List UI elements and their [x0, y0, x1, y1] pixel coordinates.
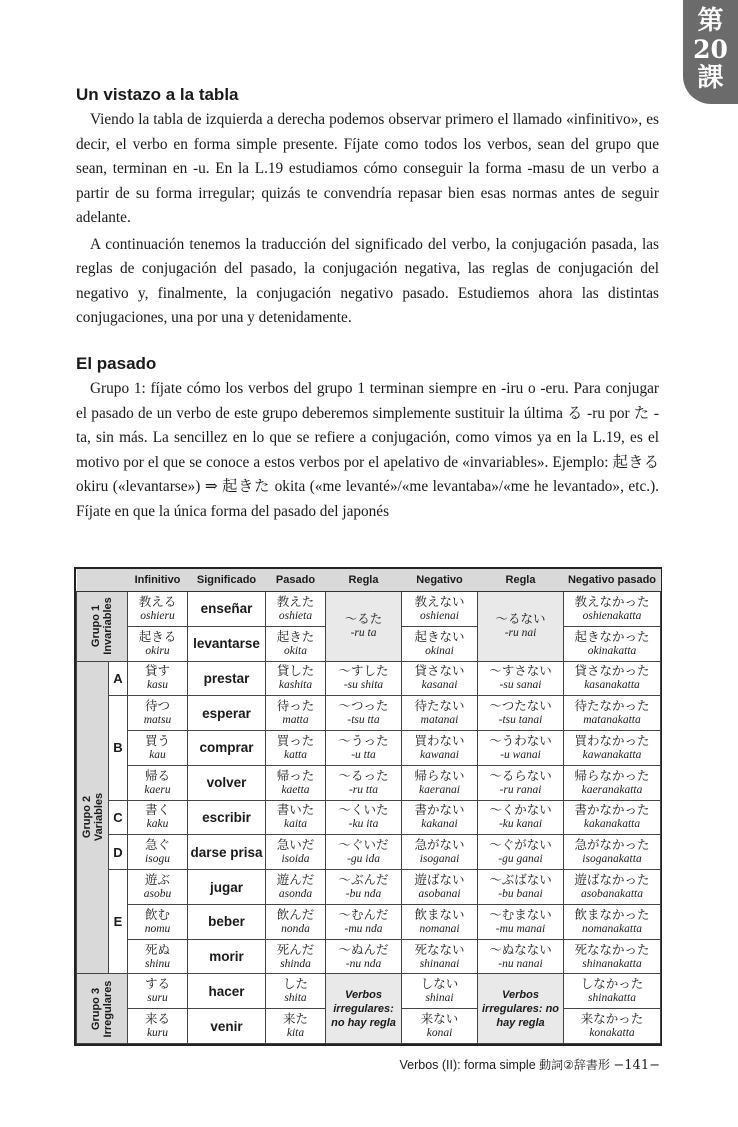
rule-past-cell-romaji: -nu nda — [345, 957, 382, 970]
rule-past-cell-jp: 〜るった — [338, 767, 389, 783]
rule-negative-cell — [478, 731, 564, 766]
past-cell — [266, 974, 326, 1009]
table-row — [77, 765, 661, 800]
rule-past-cell — [326, 765, 402, 800]
header-significado: Significado — [188, 569, 266, 592]
infinitive-cell-romaji: shinu — [145, 957, 170, 970]
negative-past-cell-romaji: kasanakatta — [584, 679, 640, 692]
negative-past-cell-romaji: shinanakatta — [582, 957, 642, 970]
past-cell-romaji: shinda — [280, 957, 311, 970]
rule-past-cell-jp: 〜くいた — [338, 802, 389, 818]
rule-negative-cell — [478, 765, 564, 800]
negative-past-cell-jp: しなかった — [580, 976, 644, 992]
negative-cell-jp: しない — [420, 976, 459, 992]
section2-body — [76, 377, 659, 524]
infinitive-cell-romaji: matsu — [143, 714, 172, 727]
rule-past-cell — [326, 592, 402, 662]
meaning-cell: beber — [188, 904, 266, 939]
header-negativo-pasado: Negativo pasado — [564, 569, 661, 592]
past-cell-romaji: katta — [284, 748, 307, 761]
infinitive-cell — [128, 939, 188, 974]
past-cell-romaji: asonda — [278, 888, 313, 900]
past-cell — [266, 731, 326, 766]
infinitive-cell — [128, 800, 188, 835]
negative-cell — [402, 939, 478, 974]
past-cell-jp: 書いた — [276, 802, 315, 818]
negative-cell-romaji: shinai — [425, 992, 454, 1005]
infinitive-cell-jp: 来る — [144, 1011, 170, 1027]
group1-label-cell-label: Grupo 1 Invariables — [90, 597, 114, 656]
rule-past-cell-romaji: -ru tta — [348, 783, 379, 796]
rule-past-cell-romaji: -ku ita — [348, 818, 379, 831]
past-cell — [266, 696, 326, 731]
infinitive-cell — [128, 696, 188, 731]
chapter-tab — [683, 0, 738, 104]
infinitive-cell — [128, 626, 188, 661]
conjugation-table — [74, 567, 662, 1046]
section-heading-tabla: Un vistazo a la tabla — [76, 85, 239, 104]
infinitive-cell — [128, 731, 188, 766]
negative-cell — [402, 835, 478, 870]
negative-past-cell-jp: 貸さなかった — [574, 663, 650, 679]
infinitive-cell-romaji: kasu — [146, 679, 169, 692]
negative-past-cell — [564, 731, 661, 766]
negative-cell-jp: 買わない — [414, 732, 465, 748]
negative-past-cell-romaji: shinakatta — [588, 992, 636, 1005]
negative-cell — [402, 800, 478, 835]
page-number: −141− — [613, 1058, 660, 1073]
chapter-number: 20 — [693, 35, 728, 64]
rule-negative-cell — [478, 696, 564, 731]
past-cell-romaji: kaetta — [281, 783, 310, 796]
past-cell — [266, 661, 326, 696]
header-infinitivo: Infinitivo — [128, 569, 188, 592]
negative-past-cell-jp: 死ななかった — [574, 941, 650, 957]
subgroup-b: B — [109, 696, 128, 800]
negative-past-cell-romaji: kakanakatta — [583, 818, 641, 831]
infinitive-cell — [128, 661, 188, 696]
negative-cell — [402, 592, 478, 627]
chapter-kanji-top: 第 — [697, 6, 724, 36]
negative-past-cell-jp: 飲まなかった — [574, 906, 650, 922]
meaning-cell: enseñar — [188, 592, 266, 627]
negative-past-cell — [564, 835, 661, 870]
negative-past-cell-jp: 教えなかった — [574, 593, 650, 609]
past-cell — [266, 835, 326, 870]
header-regla-negativo: Regla — [478, 569, 564, 592]
negative-past-cell-jp: 買わなかった — [574, 732, 650, 748]
rule-past-cell-jp: 〜るた — [344, 611, 383, 627]
rule-negative-cell — [478, 800, 564, 835]
rule-negative-cell-jp: 〜つたない — [489, 698, 552, 714]
negative-past-cell — [564, 592, 661, 627]
table-row — [77, 835, 661, 870]
meaning-cell: volver — [188, 765, 266, 800]
rule-past-cell-jp: 〜ぶんだ — [338, 872, 389, 887]
header-negativo: Negativo — [402, 569, 478, 592]
negative-past-cell-jp: 来なかった — [580, 1011, 644, 1027]
negative-past-cell — [564, 800, 661, 835]
section2-paragraph-1: Grupo 1: fíjate cómo los verbos del grupo 1 terminan siempre en -iru o -eru. Para conjugar el pasado de un verbo de este grupo deberemos simplemente sustituir la última る -ru por た -ta, sin más. La sencillez en lo que se refiere a conjugación, como vimos ya en la L.19, es el motivo por el que se conoce a estos verbos por el apelativo de «invariables». Ejemplo: 起きる okiru («levantarse») ⇒ 起きた okita («me levanté»/«me levantaba»/«me he levantado», etc.). Fíjate en que la única forma del pasado del japonés — [76, 380, 659, 520]
past-cell-jp: 死んだ — [276, 941, 315, 957]
table-header-row — [77, 569, 661, 592]
meaning-cell: morir — [188, 939, 266, 974]
table-row — [77, 661, 661, 696]
footer-japanese: 動詞②辞書形 — [539, 1058, 610, 1072]
section1-paragraph-2: A continuación tenemos la traducción del significado del verbo, la conjugación pasada, las reglas de conjugación del pasado, la conjugación negativa, las reglas de conjugación del negativo y, finalmente, la conjugación negativo pasado. Estudiemos ahora las distintas conjugaciones, una por una y detenidamente. — [76, 235, 659, 326]
negative-past-cell-jp: 起きなかった — [574, 628, 650, 644]
rule-negative-cell-jp: 〜ぐがない — [489, 837, 552, 853]
negative-past-cell — [564, 661, 661, 696]
table-row — [77, 731, 661, 766]
negative-cell — [402, 1009, 478, 1044]
negative-past-cell-romaji: oshienakatta — [582, 609, 642, 622]
negative-past-cell — [564, 939, 661, 974]
meaning-cell: prestar — [188, 661, 266, 696]
past-cell-romaji: kashita — [278, 679, 313, 692]
negative-cell — [402, 904, 478, 939]
negative-cell — [402, 696, 478, 731]
infinitive-cell-jp: 帰る — [144, 767, 170, 783]
negative-past-cell — [564, 904, 661, 939]
rule-negative-cell — [478, 939, 564, 974]
rule-negative-cell — [478, 870, 564, 905]
past-cell-jp: 待った — [276, 698, 315, 714]
group1-label-cell — [77, 592, 128, 662]
rule-negative-cell-jp: 〜ぬなない — [489, 941, 552, 957]
rule-past-cell — [326, 904, 402, 939]
infinitive-cell-jp: 買う — [144, 732, 170, 748]
irregular-note-past: Verbos irregulares: no hay regla — [326, 974, 402, 1044]
header-pasado: Pasado — [266, 569, 326, 592]
rule-negative-cell-romaji: -gu ganai — [498, 853, 543, 866]
infinitive-cell-romaji: kaeru — [144, 783, 171, 796]
negative-cell-jp: 飲まない — [414, 906, 465, 922]
past-cell-jp: 急いだ — [276, 837, 315, 853]
negative-past-cell — [564, 1009, 661, 1044]
rule-past-cell-romaji: -su shita — [343, 679, 384, 692]
negative-cell-romaji: okinai — [425, 644, 454, 657]
infinitive-cell-romaji: asobu — [143, 888, 172, 900]
subgroup-a: A — [109, 661, 128, 696]
rule-past-cell — [326, 731, 402, 766]
past-cell-jp: した — [282, 976, 308, 992]
section1-body — [76, 108, 659, 331]
rule-past-cell — [326, 870, 402, 905]
past-cell-jp: 買った — [276, 732, 315, 748]
rule-past-cell-jp: 〜ぬんだ — [338, 941, 389, 957]
rule-negative-cell-jp: 〜すさない — [489, 663, 552, 679]
negative-past-cell-romaji: kawanakatta — [582, 748, 642, 761]
meaning-cell: escribir — [188, 800, 266, 835]
table-row — [77, 800, 661, 835]
rule-negative-cell-jp: 〜るない — [495, 611, 546, 627]
past-cell — [266, 592, 326, 627]
rule-past-cell-romaji: -tsu tta — [347, 714, 380, 727]
past-cell-romaji: nonda — [281, 922, 310, 935]
negative-cell-jp: 遊ばない — [414, 872, 465, 887]
rule-past-cell-romaji: -mu nda — [344, 922, 383, 935]
rule-negative-cell-romaji: -ru nai — [504, 627, 537, 640]
negative-cell-romaji: kasanai — [421, 679, 458, 692]
rule-past-cell-jp: 〜うった — [338, 732, 389, 748]
past-cell-romaji: isoida — [281, 853, 310, 866]
infinitive-cell-jp: 急ぐ — [144, 837, 170, 853]
past-cell-romaji: okita — [284, 644, 307, 657]
infinitive-cell — [128, 1009, 188, 1044]
negative-past-cell — [564, 974, 661, 1009]
infinitive-cell-jp: 飲む — [144, 906, 170, 922]
table-row — [77, 939, 661, 974]
negative-cell-jp: 教えない — [414, 593, 465, 609]
negative-past-cell-romaji: asobanakatta — [581, 888, 643, 900]
negative-cell — [402, 661, 478, 696]
negative-cell-romaji: shinanai — [419, 957, 460, 970]
rule-past-cell — [326, 939, 402, 974]
negative-cell-romaji: kaeranai — [419, 783, 460, 796]
past-cell-jp: 飲んだ — [276, 906, 315, 922]
negative-past-cell-romaji: nomanakatta — [581, 922, 643, 935]
table-row — [77, 696, 661, 731]
past-cell — [266, 939, 326, 974]
rule-negative-cell — [478, 661, 564, 696]
negative-past-cell-jp: 遊ばなかった — [574, 872, 650, 887]
negative-cell — [402, 765, 478, 800]
past-cell — [266, 870, 326, 905]
negative-past-cell — [564, 696, 661, 731]
rule-negative-cell-jp: 〜ぶばない — [489, 872, 552, 887]
past-cell-romaji: matta — [282, 714, 309, 727]
meaning-cell: venir — [188, 1009, 266, 1044]
negative-cell-romaji: nomanai — [419, 922, 460, 935]
past-cell-jp: 来た — [282, 1011, 308, 1027]
negative-cell-romaji: kawanai — [420, 748, 459, 761]
negative-past-cell-jp: 急がなかった — [574, 837, 650, 853]
negative-past-cell-romaji: isoganakatta — [582, 853, 642, 866]
section-heading-pasado: El pasado — [76, 354, 157, 373]
infinitive-cell-jp: する — [144, 976, 170, 992]
negative-cell-romaji: kakanai — [421, 818, 458, 831]
meaning-cell: jugar — [188, 870, 266, 905]
infinitive-cell-jp: 遊ぶ — [144, 872, 170, 887]
table-row — [77, 592, 661, 627]
infinitive-cell — [128, 592, 188, 627]
rule-past-cell-jp: 〜つった — [338, 698, 389, 714]
negative-cell-jp: 書かない — [414, 802, 465, 818]
infinitive-cell-romaji: oshieru — [140, 609, 175, 622]
negative-cell-jp: 帰らない — [414, 767, 465, 783]
negative-past-cell-jp: 書かなかった — [574, 802, 650, 818]
table-row — [77, 974, 661, 1009]
meaning-cell: comprar — [188, 731, 266, 766]
rule-past-cell-jp: 〜すした — [338, 663, 389, 679]
past-cell-jp: 起きた — [276, 628, 315, 644]
negative-past-cell-jp: 帰らなかった — [574, 767, 650, 783]
past-cell-jp: 貸した — [276, 663, 315, 679]
infinitive-cell-romaji: okiru — [145, 644, 170, 657]
negative-cell-romaji: asobanai — [418, 888, 461, 900]
negative-past-cell-romaji: konakatta — [589, 1027, 635, 1040]
past-cell-jp: 教えた — [276, 593, 315, 609]
page-footer — [400, 1056, 661, 1073]
rule-past-cell — [326, 800, 402, 835]
footer-title: Verbos (II): forma simple — [399, 1058, 536, 1072]
negative-cell-romaji: isoganai — [419, 853, 460, 866]
negative-cell-jp: 起きない — [414, 628, 465, 644]
rule-negative-cell-jp: 〜うわない — [489, 732, 552, 748]
infinitive-cell — [128, 974, 188, 1009]
rule-negative-cell-romaji: -mu manai — [495, 922, 546, 935]
negative-cell-jp: 貸さない — [414, 663, 465, 679]
infinitive-cell-romaji: nomu — [144, 922, 171, 935]
table-row — [77, 870, 661, 905]
rule-negative-cell-romaji: -ku kanai — [498, 818, 543, 831]
meaning-cell: levantarse — [188, 626, 266, 661]
negative-past-cell — [564, 870, 661, 905]
rule-negative-cell-jp: 〜るらない — [489, 767, 552, 783]
past-cell — [266, 904, 326, 939]
infinitive-cell-jp: 死ぬ — [144, 941, 170, 957]
rule-negative-cell-romaji: -tsu tanai — [498, 714, 543, 727]
rule-negative-cell-romaji: -ru ranai — [499, 783, 542, 796]
past-cell-jp: 遊んだ — [276, 872, 315, 887]
infinitive-cell-romaji: isogu — [145, 853, 170, 866]
rule-past-cell-romaji: -gu ida — [347, 853, 380, 866]
rule-past-cell-romaji: -bu nda — [345, 888, 382, 900]
rule-negative-cell-jp: 〜むまない — [489, 906, 552, 922]
chapter-kanji-bottom: 課 — [697, 63, 724, 93]
rule-negative-cell — [478, 904, 564, 939]
rule-negative-cell-romaji: -nu nanai — [498, 957, 543, 970]
meaning-cell: esperar — [188, 696, 266, 731]
infinitive-cell-jp: 教える — [138, 593, 177, 609]
negative-cell — [402, 731, 478, 766]
negative-past-cell-romaji: okinakatta — [587, 644, 637, 657]
past-cell-romaji: kaita — [284, 818, 307, 831]
irregular-note-negative: Verbos irregulares: no hay regla — [478, 974, 564, 1044]
negative-past-cell-romaji: kaeranakatta — [581, 783, 643, 796]
group2-label-cell-label: Grupo 2 Variables — [80, 793, 105, 842]
meaning-cell: hacer — [188, 974, 266, 1009]
negative-cell-romaji: oshienai — [420, 609, 459, 622]
infinitive-cell — [128, 904, 188, 939]
past-cell — [266, 626, 326, 661]
header-corner-2 — [109, 569, 128, 592]
past-cell-romaji: shita — [284, 992, 307, 1005]
header-corner — [77, 569, 109, 592]
header-regla-pasado: Regla — [326, 569, 402, 592]
past-cell — [266, 1009, 326, 1044]
group3-label-cell-label: Grupo 3 Irregulares — [90, 980, 114, 1038]
rule-negative-cell-romaji: -u wanai — [500, 748, 541, 761]
past-cell-jp: 帰った — [276, 767, 315, 783]
past-cell — [266, 800, 326, 835]
negative-cell-jp: 待たない — [414, 698, 465, 714]
infinitive-cell — [128, 765, 188, 800]
negative-past-cell — [564, 765, 661, 800]
negative-cell-jp: 急がない — [414, 837, 465, 853]
infinitive-cell-romaji: suru — [147, 992, 168, 1005]
rule-negative-cell-jp: 〜くかない — [489, 802, 552, 818]
group3-label-cell — [77, 974, 128, 1044]
negative-past-cell-romaji: matanakatta — [583, 714, 641, 727]
rule-past-cell-romaji: -u tta — [351, 748, 376, 761]
infinitive-cell-jp: 貸す — [144, 663, 170, 679]
rule-past-cell — [326, 835, 402, 870]
subgroup-c: C — [109, 800, 128, 835]
infinitive-cell-romaji: kaku — [146, 818, 169, 831]
negative-cell-romaji: konai — [426, 1027, 453, 1040]
negative-past-cell — [564, 626, 661, 661]
past-cell-romaji: oshieta — [278, 609, 313, 622]
section1-paragraph-1: Viendo la tabla de izquierda a derecha podemos observar primero el llamado «infinitivo», es decir, el verbo en forma simple presente. Fíjate como todos los verbos, sean del grupo que sean, terminan en -u. En la L.19 estudiamos cómo conseguir la forma -masu de un verbo a partir de su forma irregular; quizás te convendría repasar bien esas normas antes de seguir adelante. — [76, 111, 659, 226]
negative-cell — [402, 870, 478, 905]
negative-cell-jp: 死なない — [414, 941, 465, 957]
subgroup-e: E — [109, 870, 128, 974]
rule-past-cell-jp: 〜むんだ — [338, 906, 389, 922]
rule-negative-cell — [478, 835, 564, 870]
rule-past-cell-jp: 〜ぐいだ — [338, 837, 389, 853]
rule-negative-cell-romaji: -su sanai — [499, 679, 542, 692]
rule-negative-cell — [478, 592, 564, 662]
negative-cell-jp: 来ない — [420, 1011, 459, 1027]
past-cell-romaji: kita — [286, 1027, 305, 1040]
meaning-cell: darse prisa — [188, 835, 266, 870]
rule-past-cell — [326, 696, 402, 731]
group2-label-cell — [77, 661, 109, 974]
negative-past-cell-jp: 待たなかった — [574, 698, 650, 714]
rule-past-cell — [326, 661, 402, 696]
past-cell — [266, 765, 326, 800]
rule-negative-cell-romaji: -bu banai — [498, 888, 543, 900]
infinitive-cell-jp: 待つ — [144, 698, 170, 714]
table-row — [77, 904, 661, 939]
subgroup-d: D — [109, 835, 128, 870]
rule-past-cell-romaji: -ru ta — [350, 627, 377, 640]
infinitive-cell — [128, 870, 188, 905]
infinitive-cell-romaji: kuru — [146, 1027, 169, 1040]
infinitive-cell-romaji: kau — [149, 748, 166, 761]
negative-cell — [402, 626, 478, 661]
negative-cell — [402, 974, 478, 1009]
negative-cell-romaji: matanai — [420, 714, 459, 727]
infinitive-cell-jp: 書く — [144, 802, 170, 818]
infinitive-cell — [128, 835, 188, 870]
infinitive-cell-jp: 起きる — [138, 628, 177, 644]
